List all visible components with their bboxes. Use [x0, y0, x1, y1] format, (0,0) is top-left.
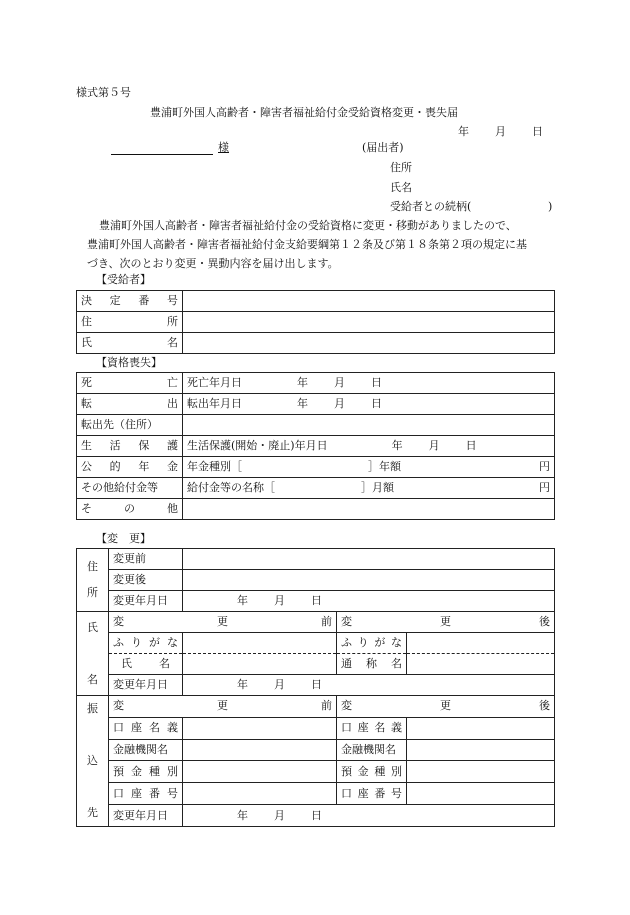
account-number-after-field[interactable]	[407, 783, 555, 805]
recipient-address-label: 住 所	[81, 315, 178, 328]
welfare-label: 生 活 保 護	[81, 439, 178, 452]
address-after-label: 変更後	[109, 570, 183, 591]
account-holder-before-field[interactable]	[183, 717, 337, 739]
name-after-header: 変 更 後	[341, 615, 550, 628]
form-number: 様式第５号	[76, 86, 131, 99]
change-bank-label: 振 込 先	[77, 696, 109, 827]
applicant-address-label: 住所	[390, 161, 412, 174]
account-number-before-label: 口 座 番 号	[113, 786, 178, 800]
applicant-name-label: 氏名	[390, 181, 412, 194]
deposit-type-before-label: 預 金 種 別	[113, 764, 178, 778]
shimei-before-field[interactable]	[183, 654, 337, 675]
transfer-destination-label: 転出先（住所）	[77, 415, 183, 436]
furigana-before-field[interactable]	[183, 633, 337, 654]
recipient-name-label: 氏 名	[81, 336, 178, 349]
recipient-name-field[interactable]	[183, 333, 555, 354]
account-holder-after-field[interactable]	[407, 717, 555, 739]
body-line-1: 豊浦町外国人高齢者・障害者福祉給付金の受給資格に変更・移動がありましたので、	[99, 219, 517, 232]
change-address-label: 住 所	[77, 549, 109, 612]
account-number-after-label: 口 座 番 号	[341, 786, 402, 800]
change-name-label: 氏 名	[77, 612, 109, 696]
bank-before-header: 変 更 前	[113, 699, 332, 713]
recipient-table	[76, 290, 555, 354]
other-label: そ の 他	[81, 502, 178, 515]
welfare-date-field[interactable]: 生活保護(開始・廃止)年月日 年 月 日	[183, 436, 555, 457]
bank-name-before-label: 金融機関名	[109, 739, 183, 761]
name-date-label: 変更年月日	[109, 675, 183, 696]
form-title: 豊浦町外国人高齢者・障害者福祉給付金受給資格変更・喪失届	[150, 106, 458, 119]
furigana-after-label: ふ り が な	[341, 636, 402, 649]
transfer-date-field[interactable]: 転出年月日 年 月 日	[183, 394, 555, 415]
account-holder-after-label: 口 座 名 義	[341, 721, 402, 735]
furigana-after-field[interactable]	[407, 633, 555, 654]
bank-name-after-label: 金融機関名	[337, 739, 407, 761]
loss-header: 【資格喪失】	[96, 356, 162, 369]
applicant-relation-close: )	[548, 200, 553, 213]
addressee-blank	[111, 154, 213, 155]
applicant-relation-label: 受給者との続柄(	[390, 200, 472, 213]
other-field[interactable]	[183, 499, 555, 520]
pension-label: 公 的 年 金	[81, 460, 178, 473]
address-date-label: 変更年月日	[109, 591, 183, 612]
pension-field[interactable]: 年金種別［ ］年額 円	[183, 457, 555, 478]
death-date-field[interactable]: 死亡年月日 年 月 日	[183, 373, 555, 394]
name-date-field[interactable]: 年 月 日	[183, 675, 555, 696]
tsusho-after-field[interactable]	[407, 654, 555, 675]
shimei-before-label: 氏 名	[121, 657, 170, 670]
bank-name-after-field[interactable]	[407, 739, 555, 761]
address-after-field[interactable]	[183, 570, 555, 591]
transfer-destination-field[interactable]	[183, 415, 555, 436]
addressee-sama: 様	[218, 141, 229, 154]
deposit-type-after-label: 預 金 種 別	[341, 764, 402, 778]
account-number-before-field[interactable]	[183, 783, 337, 805]
address-date-field[interactable]: 年 月 日	[183, 591, 555, 612]
deposit-type-after-field[interactable]	[407, 761, 555, 783]
date-line: 年 月 日	[458, 125, 543, 138]
recipient-header: 【受給者】	[96, 273, 151, 286]
address-before-label: 変更前	[109, 549, 183, 570]
bank-name-before-field[interactable]	[183, 739, 337, 761]
change-header: 【変 更】	[96, 532, 151, 545]
body-line-3: づき、次のとおり変更・異動内容を届け出します。	[87, 257, 339, 270]
decision-number-field[interactable]	[183, 291, 555, 312]
other-benefit-label: その他給付金等	[77, 478, 183, 499]
bank-date-field[interactable]: 年 月 日	[183, 805, 555, 827]
address-before-field[interactable]	[183, 549, 555, 570]
change-table	[76, 548, 555, 827]
death-label: 死 亡	[81, 376, 178, 389]
other-benefit-field[interactable]: 給付金等の名称［ ］月額 円	[183, 478, 555, 499]
applicant-heading: (届出者)	[362, 141, 404, 154]
loss-table	[76, 372, 555, 520]
bank-date-label: 変更年月日	[109, 805, 183, 827]
bank-after-header: 変 更 後	[341, 699, 550, 713]
furigana-before-label: ふ り が な	[113, 636, 178, 649]
account-holder-before-label: 口 座 名 義	[113, 721, 178, 735]
tsusho-after-label: 通 称 名	[341, 657, 402, 670]
recipient-address-field[interactable]	[183, 312, 555, 333]
decision-number-label: 決 定 番 号	[81, 294, 178, 307]
deposit-type-before-field[interactable]	[183, 761, 337, 783]
body-line-2: 豊浦町外国人高齢者・障害者福祉給付金支給要綱第１２条及び第１８条第２項の規定に基	[87, 238, 527, 251]
name-before-header: 変 更 前	[113, 615, 332, 628]
transfer-label: 転 出	[81, 397, 178, 410]
